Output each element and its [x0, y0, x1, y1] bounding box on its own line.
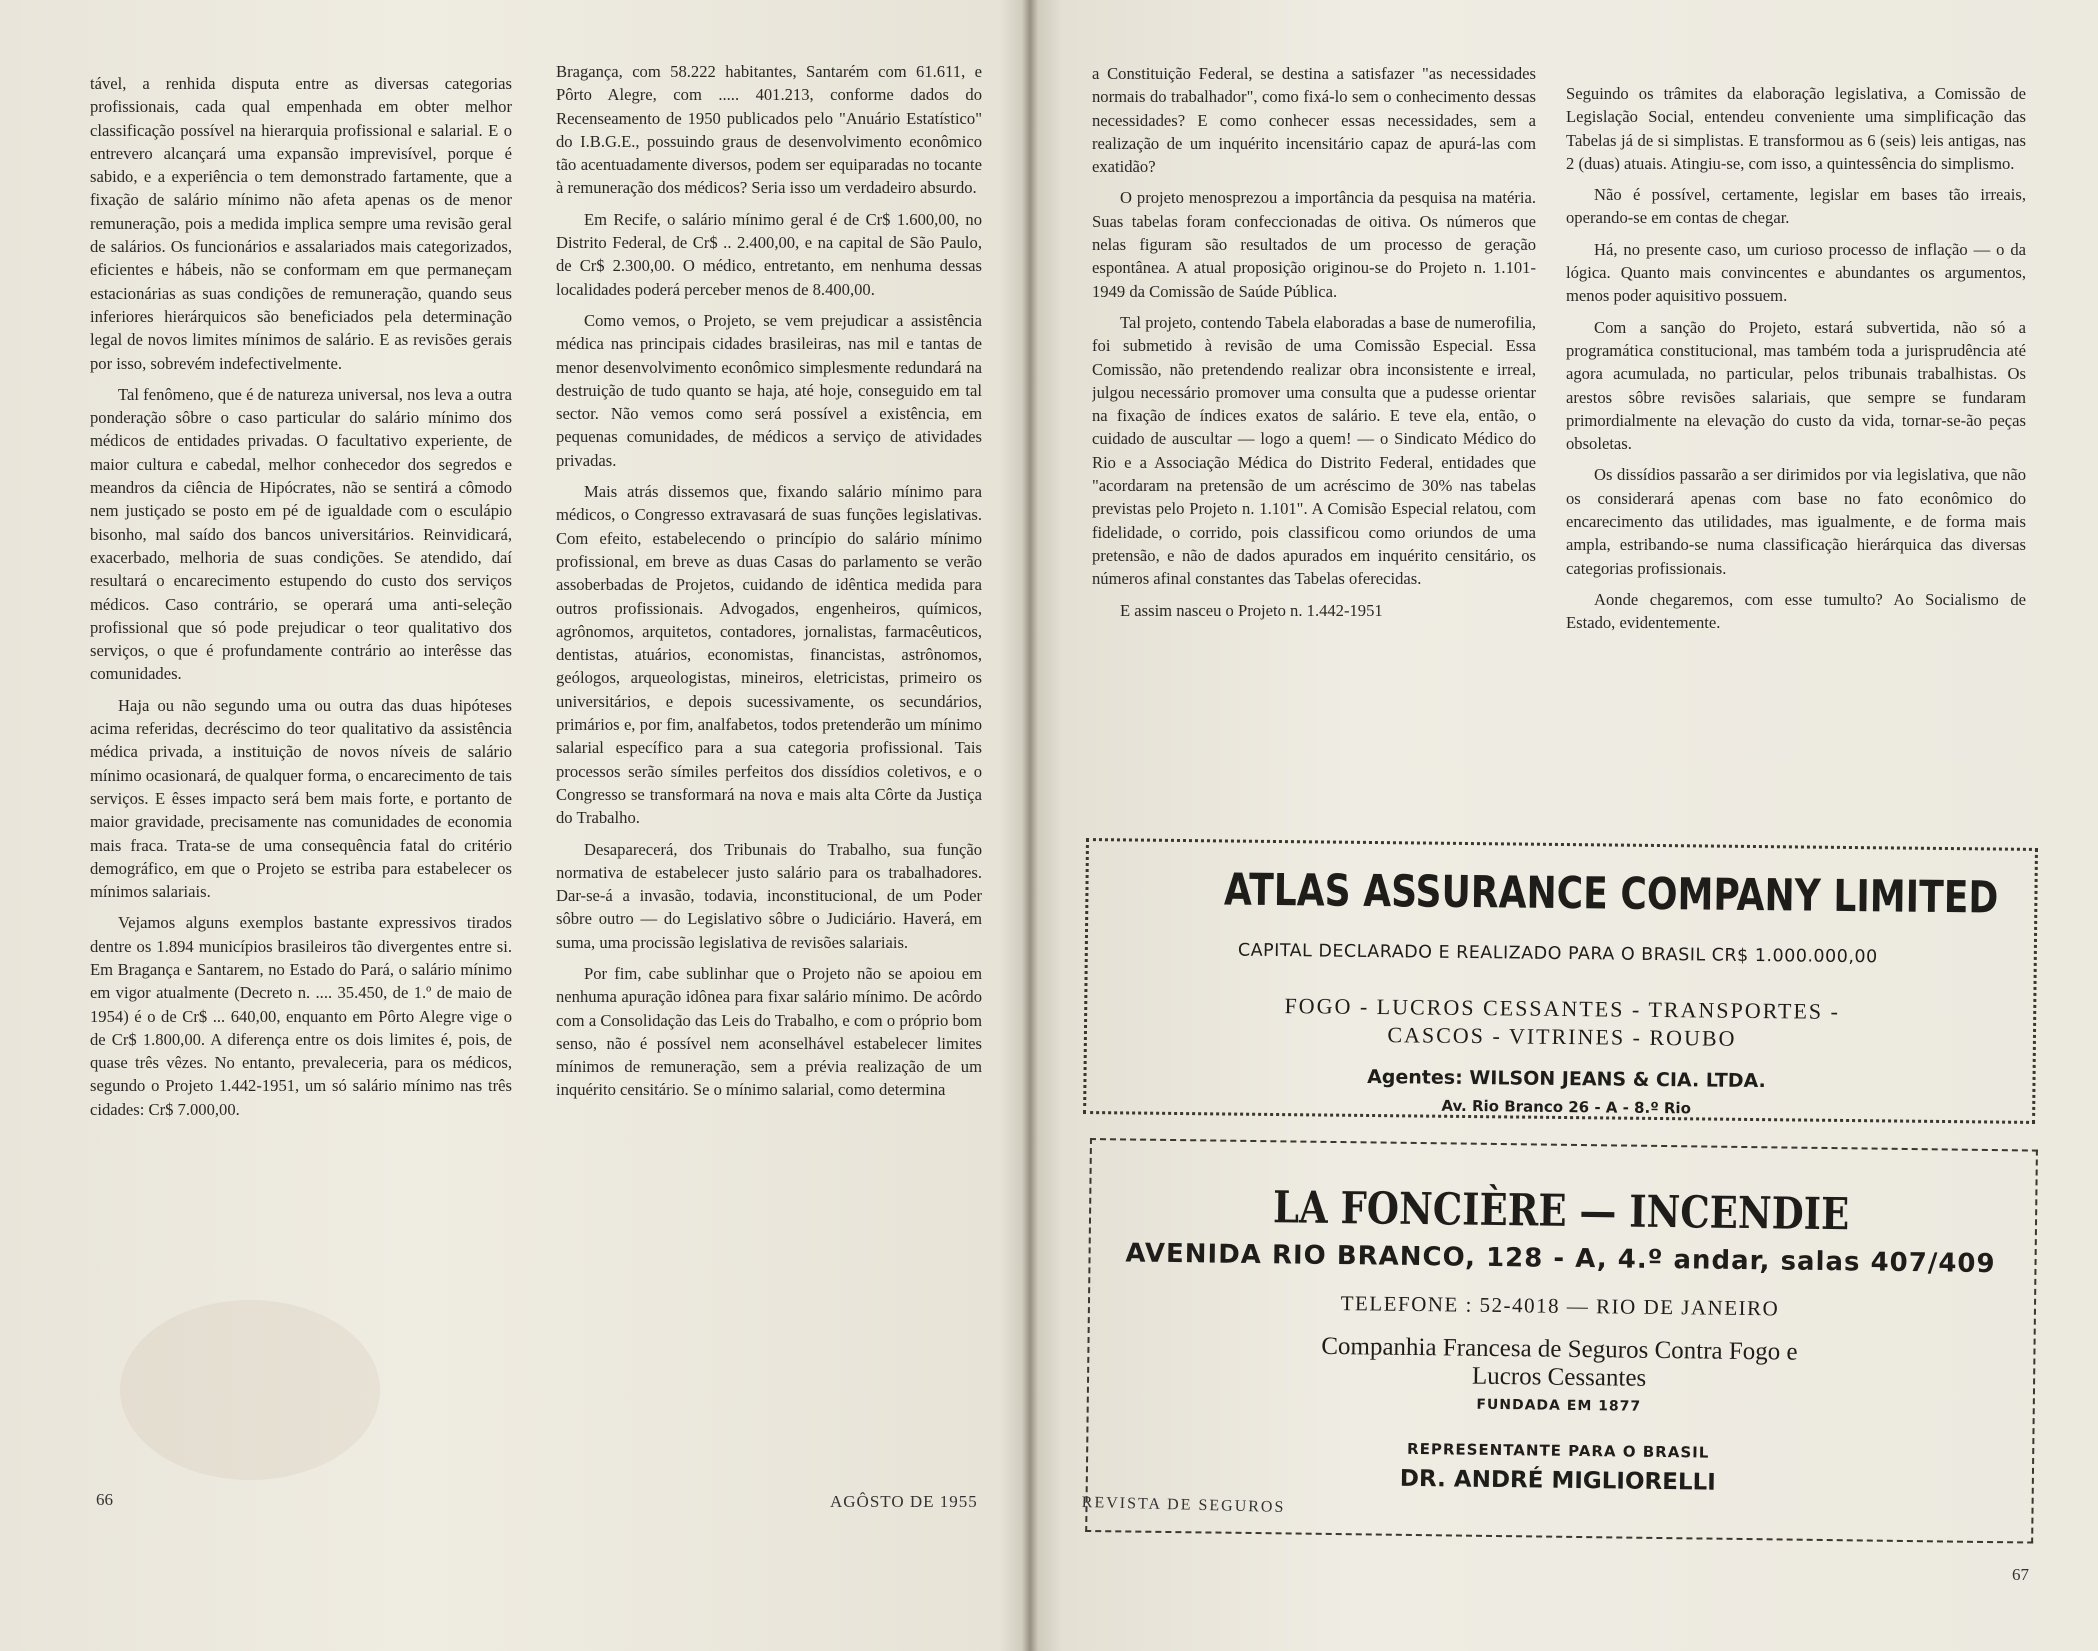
ad-address: Av. Rio Branco 26 - A - 8.º Rio	[1441, 1096, 1692, 1118]
paragraph: Tal projeto, contendo Tabela elaboradas a base de numerofilia, foi submetido à revisão de uma Comissão Especial. Essa Comissão, não pretendendo realizar obra inconsistente e irreal, julgou necessário promover uma consulta que a pudesse orientar na fixação de índices exatos de salário. E teve ela, então, o cuidado de auscultar — logo a quem! — o Sindicato Médico do Rio e a Associação Médica do Distrito Federal, entidades que "acordaram na pretensão de um acréscimo de 30% nas tabelas previstas pelo Projeto n. 1.101". A Comisão Especial relatou, com fidelidade, o corrido, pois classificou como oriundos de uma pretensão, e não de dados apurados em inquérito censitário, os números afinal constantes das Tabelas oferecidas.	[1092, 312, 1536, 589]
paragraph: Por fim, cabe sublinhar que o Projeto não se apoiou em nenhuma apuração idônea para fixar salário mínimo. De acôrdo com a Consolidação das Leis do Trabalho, e com o próprio bom senso, não é possível nem aconselhável estabelecer limites mínimos de remuneração, sem a prévia realização de um inquérito censitário. Se o mínimo salarial, como determina	[556, 963, 982, 1100]
paragraph: O projeto menosprezou a importância da pesquisa na matéria. Suas tabelas foram confeccionadas de oitiva. Os números que nelas figuram são resultados de um processo de geração espontânea. A atual proposição originou-se do Projeto n. 1.101-1949 da Comissão de Saúde Pública.	[1092, 188, 1536, 301]
paragraph: Há, no presente caso, um curioso processo de inflação — o da lógica. Quanto mais convincentes e abundantes os argumentos, menos poder aquisitivo possuem.	[1566, 239, 2026, 306]
paragraph: Haja ou não segundo uma ou outra das duas hipóteses acima referidas, decréscimo do teor qualitativo da assistência médica privada, a instituição de novos níveis de salário mínimo ocasionará, de qualquer forma, o encarecimento de tais serviços. E êsses impacto será bem mais forte, e portanto de maior gravidade, precisamente nas comunidades de economia mais fraca. Trata-se de uma consequência fatal do critério demográfico, em que o Projeto se estriba para estabelecer os mínimos salariais.	[90, 695, 512, 902]
paragraph: Com a sanção do Projeto, estará subvertida, não só a programática constitucional, mas também toda a jurisprudência até agora acumulada, no particular, pelos tribunais trabalhistas. Os arestos sôbre revisões salariais, que sempre se fundaram primordialmente na elevação do custo da vida, tornar-se-ão peças obsoletas.	[1566, 317, 2026, 454]
ad-founded: FUNDADA EM 1877	[1476, 1396, 1642, 1415]
ad-company-name: ATLAS ASSURANCE COMPANY LIMITED	[1223, 864, 1999, 924]
paragraph: E assim nasceu o Projeto n. 1.442-1951	[1120, 600, 1383, 620]
ad-address: AVENIDA RIO BRANCO, 128 - A, 4.º andar, salas 407/409	[1125, 1238, 1996, 1280]
paragraph: a Constituição Federal, se destina a satisfazer "as necessidades normais do trabalhador", como fixá-lo sem o conhecimento dessas necessidades? E como conhecer essas necessidades, sem a realização de um inquérito incensitário capaz de apurá-las com exatidão?	[1092, 64, 1536, 177]
ad-agents: Agentes: WILSON JEANS & CIA. LTDA.	[1367, 1065, 1766, 1093]
paragraph: Vejamos alguns exemplos bastante expressivos tirados dentre os 1.894 municípios brasileiros tão divergentes entre si. Em Bragança e Santarem, no Estado do Pará, o salário mínimo em vigor atualmente (Decreto n. .... 35.450, de 1.º de maio de 1954) é o de Cr$ ... 640,00, enquanto em Pôrto Alegre vige o de Cr$ 1.800,00. A diferença entre os dois limites é, pois, de quase três vêzes. No entanto, prevaleceria, para os médicos, segundo o Projeto 1.442-1951, um só salário mínimo nas três cidades: Cr$ 7.000,00.	[90, 913, 512, 1119]
atlas-assurance-advertisement	[1083, 838, 2038, 1124]
paragraph: Seguindo os trâmites da elaboração legislativa, a Comissão de Legislação Social, entendeu conveniente uma simplificação das Tabelas já de si simplistas. E transformou as 6 (seis) leis antigas, nas 2 (duas) atuais. Atingiu-se, com isso, a quintessência do simplismo.	[1566, 84, 2026, 173]
paragraph: Mais atrás dissemos que, fixando salário mínimo para médicos, o Congresso extravasará de suas funções legislativas. Com efeito, estabelecendo o princípio do salário mínimo profissional, em breve as duas Casas do parlamento se verão assoberbadas de Projetos, cuidando de idêntica medida para outros profissionais. Advogados, engenheiros, químicos, agrônomos, arquitetos, contadores, jornalistas, farmacêuticos, dentistas, atuários, economistas, financistas, astrônomos, geólogos, arqueologistas, mineiros, eletricistas, primeiro os universitários, e depois sucessivamente, os secundários, primários e, por fim, analfabetos, todos pretenderão um mínimo salarial específico para a sua categoria profissional. Tais processos serão símiles perfeitos dos dissídios coletivos, e o Congresso se transformará na nova e mais alta Côrte da Justiça do Trabalho.	[556, 482, 982, 828]
paragraph: Em Recife, o salário mínimo geral é de Cr$ 1.600,00, no Distrito Federal, de Cr$ .. 2.400,00, e na capital de São Paulo, de Cr$ 2.300,00. O médico, entretanto, em nenhuma dessas localidades poderá perceber menos de 8.400,00.	[556, 209, 982, 299]
ad-representative-name: DR. ANDRÉ MIGLIORELLI	[1399, 1465, 1716, 1496]
paragraph: tável, a renhida disputa entre as diversas categorias profissionais, cada qual empenhada em obter melhor classificação possível na hierarquia profissional e salarial. E o entrevero alcançará uma expansão imprevisível, porque é sabido, e a experiência o tem demonstrado fartamente, que a fixação de salário mínimo não afeta apenas os de menor remuneração, pois a medida implica sempre uma revisão geral de salários. Os funcionários e assalariados mais categorizados, eficientes e hábeis, não se conformam em que permaneçam estacionárias as suas condições de remuneração, quando seus inferiores hierárquicos são beneficiados pela determinação legal de novos limites mínimos de salário. E as revisões gerais por isso, sobrevém indefectivelmente.	[90, 74, 512, 373]
right-page	[1030, 0, 2098, 1651]
paragraph: Desaparecerá, dos Tribunais do Trabalho, sua função normativa de estabelecer justo salário para os trabalhadores. Dar-se-á a invasão, todavia, inconstitucional, de um Poder sôbre outro — do Legislativo sôbre o Judiciário. Haverá, em suma, uma procissão legislativa de revisões salariais.	[556, 839, 982, 952]
paragraph: Tal fenômeno, que é de natureza universal, nos leva a outra ponderação sôbre o caso particular do salário mínimo dos médicos de entidades privadas. O facultativo experiente, de maior cultura e cabedal, melhor conhecedor dos segredos e meandros da ciência de Hipócrates, não se sentirá a cômodo nem justiçado se posto em pé de igualdade com o esculápio bisonho, mal saído dos bancos universitários. Reinvidicará, exacerbado, melhoria de suas condições. Se atendido, daí resultará o encarecimento estupendo do custo dos serviços médicos. Caso contrário, se operará uma anti-seleção profissional que só pode prejudicar o teor qualitativo dos serviços, o que é profundamente contrário ao interêsse das comunidades.	[90, 384, 512, 684]
ad-lines-of-business: FOGO - LUCROS CESSANTES - TRANSPORTES -	[1284, 993, 1841, 1024]
left-page	[0, 0, 1030, 1651]
la-fonciere-advertisement	[1085, 1138, 2038, 1544]
page-number: 66	[96, 1490, 113, 1509]
ad-representative-label: REPRESENTANTE PARA O BRASIL	[1406, 1439, 1710, 1462]
issue-date: AGÔSTO DE 1955	[830, 1492, 978, 1511]
ad-capital-line: CAPITAL DECLARADO E REALIZADO PARA O BRASIL CR$ 1.000.000,00	[1237, 940, 1878, 968]
left-column-2	[556, 60, 982, 1470]
left-column-1	[90, 72, 512, 1472]
ad-lines-of-business: CASCOS - VITRINES - ROUBO	[1387, 1022, 1737, 1051]
journal-title: REVISTA DE SEGUROS	[1081, 1494, 1286, 1516]
ad-company-description: Lucros Cessantes	[1471, 1362, 1647, 1392]
paragraph: Como vemos, o Projeto, se vem prejudicar a assistência médica nas principais cidades brasileiras, nas mil e tantas de menor desenvolvimento econômico simplesmente redundará na destruição de tudo quanto se haja, até hoje, conseguido em tal sector. Não vemos como será possível a existência, em pequenas comunidades, de médicos a serviço de atividades privadas.	[556, 310, 982, 470]
book-gutter	[1022, 0, 1038, 1651]
paragraph: Aonde chegaremos, com esse tumulto? Ao Socialismo de Estado, evidentemente.	[1566, 589, 2026, 633]
right-column-1	[1092, 62, 1536, 826]
paragraph: Os dissídios passarão a ser dirimidos por via legislativa, que não os considerará apenas com base no fato econômico do encarecimento das utilidades, mas igualmente, e de forma mais ampla, estribando-se numa classificação hierárquica das diversas categorias profissionais.	[1566, 465, 2026, 578]
ad-telephone: TELEFONE : 52-4018 — RIO DE JANEIRO	[1340, 1291, 1780, 1321]
page-number: 67	[2012, 1565, 2029, 1584]
paragraph: Não é possível, certamente, legislar em bases tão irreais, operando-se em contas de chegar.	[1566, 185, 2026, 228]
right-column-2	[1566, 82, 2026, 852]
ad-company-description: Companhia Francesa de Seguros Contra Fogo e	[1321, 1332, 1798, 1366]
ad-company-name: LA FONCIÈRE — INCENDIE	[1272, 1182, 1850, 1241]
paragraph: Bragança, com 58.222 habitantes, Santarém com 61.611, e Pôrto Alegre, com ..... 401.213, conforme dados do Recenseamento de 1950 publicados pelo "Anuário Estatístico" do I.B.G.E., possuindo graus de desenvolvimento econômico tão acentuadamente diversos, podem ser equiparadas no tocante à remuneração dos médicos? Seria isso um verdadeiro absurdo.	[556, 62, 982, 198]
